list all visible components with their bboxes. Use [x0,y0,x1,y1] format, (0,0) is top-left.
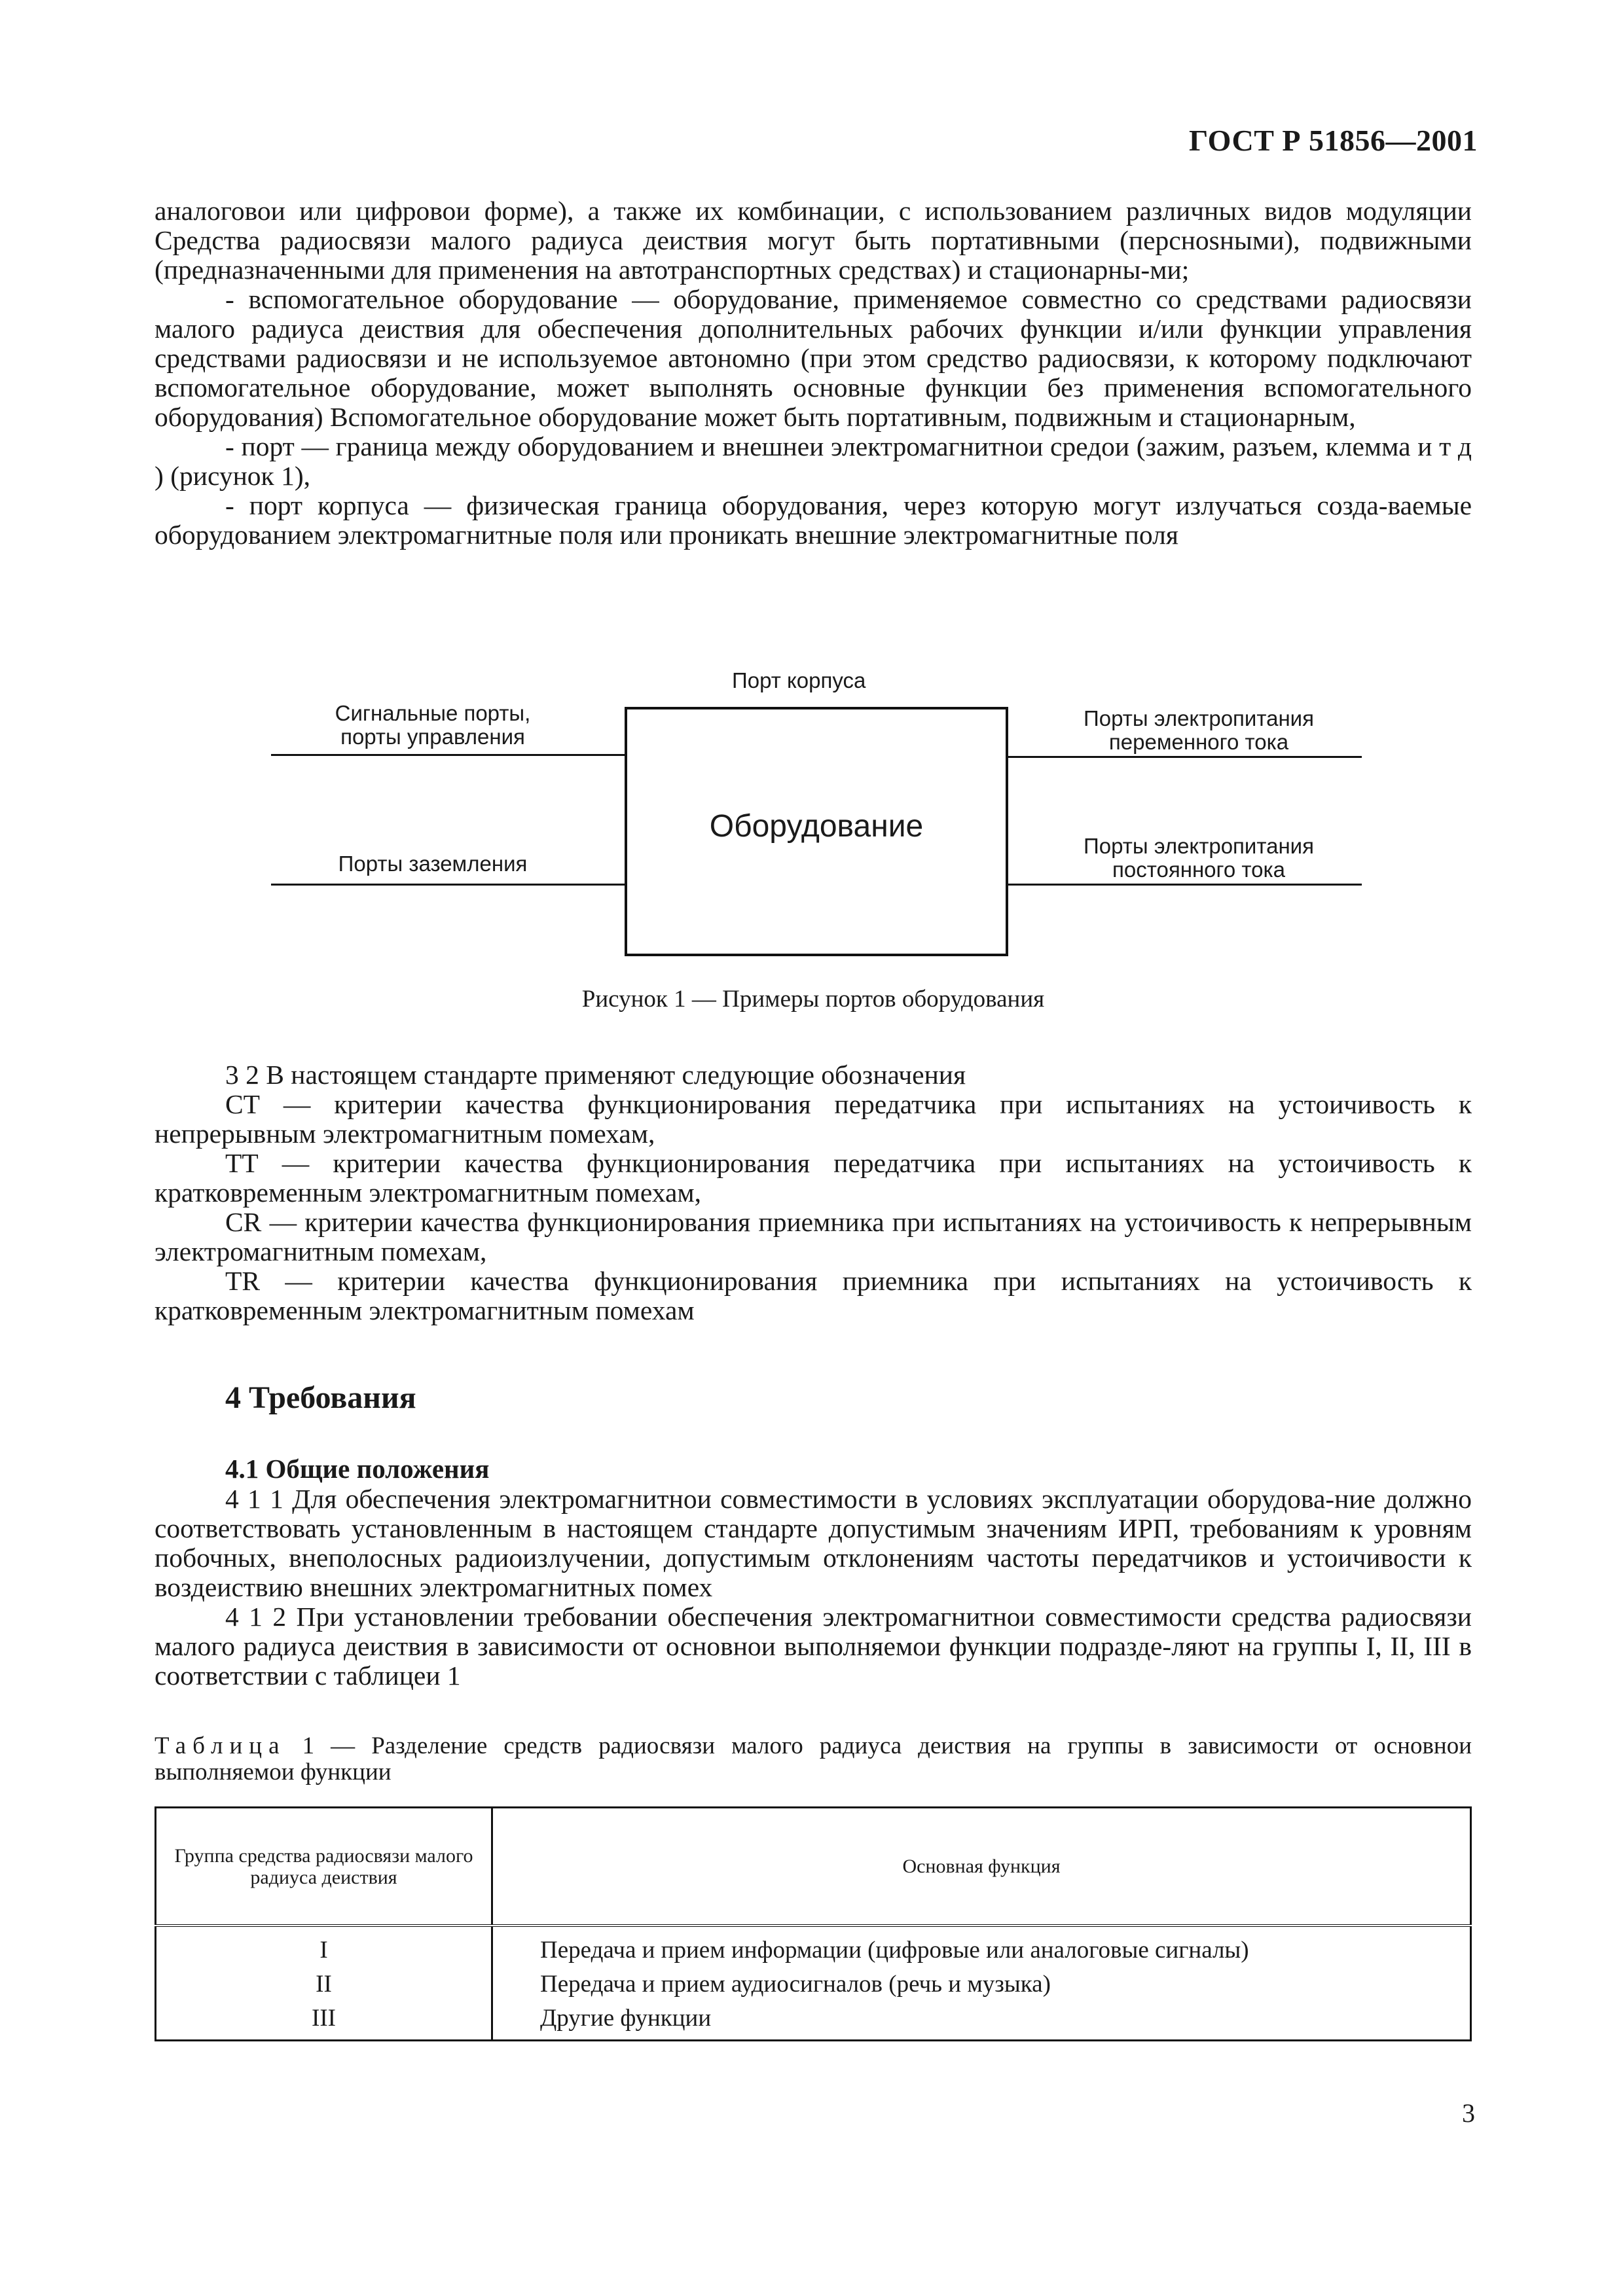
figure-caption: Рисунок 1 — Примеры портов оборудования [581,986,1045,1013]
signal-ports-label: Сигнальные порты, порты управления [335,701,531,749]
ac-power-ports-label: Порты электропитания переменного тока [1084,706,1314,754]
paragraph: СТ — критерии качества функционирования передатчика при испытаниях на устоичивость к непрерывным электромагнитным помехам, [155,1089,1472,1149]
paragraph: - порт корпуса — физическая граница оборудования, через которую могут излучаться созда-ваемые оборудованием электромагнитные поля или проникать внешние электромагнитные поля [155,490,1472,550]
table-caption-text: 1 — Разделение средств радиосвязи малого радиуса деиствия на группы в зависимости от основнои выполняемои функции [155,1732,1472,1785]
column-header-function: Основная функция [492,1808,1471,1926]
group-cell: III [156,2001,492,2041]
paragraph: - вспомогательное оборудование — оборудование, применяемое совместно со средствами радиосвязи малого радиуса деиствия для обеспечения дополнительных рабочих функции и/или функции управления средствами радиосвязи и не используемое автономно (при этом средство радиосвязи, к которому подключают вспомогательное оборудование, может выполнять основные функции без применения вспомогательного оборудования) Вспомогательное оборудование может быть портативным, подвижным и стационарным, [155,284,1472,432]
table-caption-word: Таблица [155,1732,286,1759]
requirements-text-block [155,1484,1472,1691]
table-row [156,1926,1471,1967]
group-cell: I [156,1926,492,1967]
enclosure-port-label: Порт корпуса [732,668,866,692]
group-cell: II [156,1967,492,2001]
equipment-label: Оборудование [709,809,924,844]
function-cell: Передача и прием аудиосигналов (речь и музыка) [492,1967,1471,2001]
section-heading: 4 Требования [225,1380,416,1415]
ground-ports-line [271,884,625,886]
paragraph: 3 2 В настоящем стандарте применяют следующие обозначения [225,1060,966,1090]
function-cell: Передача и прием информации (цифровые или аналоговые сигналы) [492,1926,1471,1967]
paragraph: CR — критерии качества функционирования приемника при испытаниях на устоичивость к непрерывным электромагнитным помехам, [155,1207,1472,1266]
ground-ports-label: Порты заземления [338,852,528,876]
signal-ports-line [271,754,625,756]
table-row [156,1967,1471,2001]
function-cell: Другие функции [492,2001,1471,2041]
ac-power-ports-line [1008,756,1362,758]
paragraph: аналоговои или цифровои форме), а также их комбинации, с использованием различных видов модуляции Средства радиосвязи малого радиуса деиствия могут быть портативными (перснosными), подвижными (предназначенными для применения на автотранспортных средствах) и стационарны-ми; [155,196,1472,285]
paragraph: - порт — граница между оборудованием и внешнеи электромагнитнои средои (зажим, разъем, клемма и т д ) (рисунок 1), [155,431,1472,491]
page-number: 3 [1462,2098,1475,2128]
paragraph: TR — критерии качества функционирования приемника при испытаниях на устоичивость к кратковременным электромагнитным помехам [155,1266,1472,1325]
paragraph: 4 1 1 Для обеспечения электромагнитнои совместимости в условиях эксплуатации оборудова-ние должно соответствовать установленным в настоящем стандарте допустимым значениям ИРП, требованиям к уровням побочных, внеполосных радиоизлучении, допустимым отклонениям частоты передатчиков и устоичивости к воздеиствию внешних электромагнитных помех [155,1484,1472,1602]
dc-power-ports-label: Порты электропитания постоянного тока [1084,834,1314,882]
document-header: ГОСТ Р 51856—2001 [1189,124,1478,157]
designations-text-block [155,1060,1472,1325]
groups-table [155,1806,1472,2041]
equipment-ports-figure [155,661,1472,969]
paragraph: ТТ — критерии качества функционирования передатчика при испытаниях на устоичивость к кратковременным электромагнитным помехам, [155,1148,1472,1208]
table-header-row [156,1808,1471,1926]
paragraph: 4 1 2 При установлении требовании обеспечения электромагнитнои совместимости средства радиосвязи малого радиуса деиствия в зависимости от основнои выполняемои функции подразде-ляют на группы I, II, III в соответствии с таблицеи 1 [155,1602,1472,1691]
column-header-group: Группа средства радиосвязи малого радиуса деиствия [156,1808,492,1926]
table-caption [155,1733,1472,1785]
intro-text-block [155,196,1472,550]
dc-power-ports-line [1008,884,1362,886]
table-row [156,2001,1471,2041]
subsection-heading: 4.1 Общие положения [225,1454,490,1484]
